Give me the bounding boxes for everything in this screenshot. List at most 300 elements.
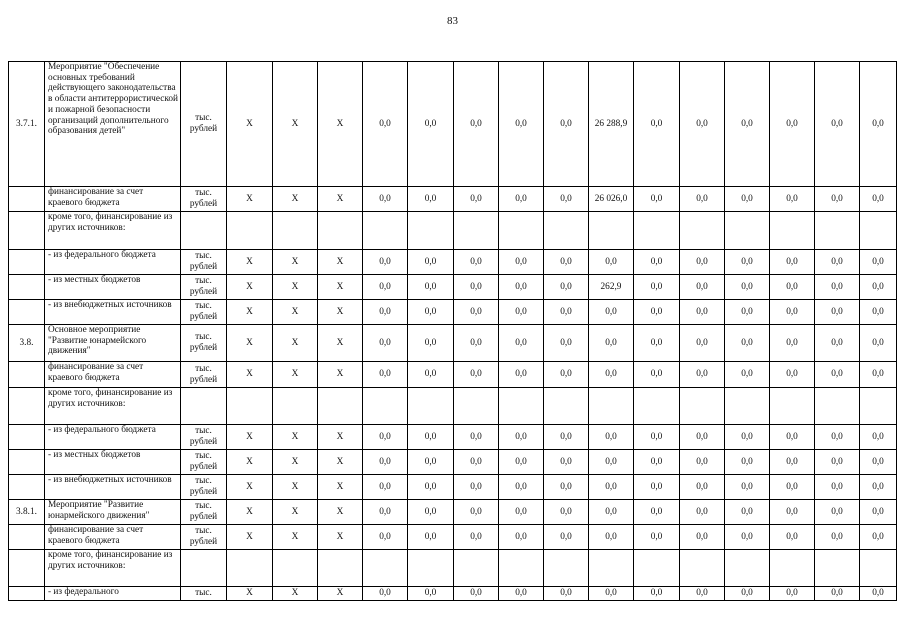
table-cell: 0,0 bbox=[815, 525, 860, 550]
table-cell: 0,0 bbox=[363, 475, 408, 500]
table-cell: 0,0 bbox=[815, 62, 860, 187]
table-cell: 0,0 bbox=[408, 187, 454, 212]
row-description: финансирование за счет краевого бюджета bbox=[45, 362, 181, 388]
table-cell: X bbox=[273, 62, 318, 187]
table-cell: 0,0 bbox=[725, 587, 770, 601]
table-cell: 0,0 bbox=[860, 425, 897, 450]
table-cell: 0,0 bbox=[544, 475, 589, 500]
table-cell: 0,0 bbox=[770, 300, 815, 325]
row-description: - из федерального бюджета bbox=[45, 250, 181, 275]
table-cell bbox=[860, 550, 897, 587]
table-cell bbox=[227, 550, 273, 587]
table-cell: 0,0 bbox=[544, 62, 589, 187]
table-cell bbox=[454, 550, 499, 587]
table-cell: 0,0 bbox=[815, 187, 860, 212]
table-row bbox=[9, 475, 897, 500]
table-cell bbox=[680, 212, 725, 250]
table-cell: 0,0 bbox=[680, 62, 725, 187]
row-unit: тыс. рублей bbox=[181, 475, 227, 500]
table-cell bbox=[363, 388, 408, 425]
table-cell: 0,0 bbox=[725, 500, 770, 525]
table-cell: X bbox=[318, 62, 363, 187]
table-cell bbox=[499, 388, 544, 425]
table-cell: 0,0 bbox=[589, 250, 634, 275]
table-cell: 0,0 bbox=[725, 275, 770, 300]
table-cell: 0,0 bbox=[499, 500, 544, 525]
table-cell: 0,0 bbox=[815, 300, 860, 325]
table-cell: X bbox=[318, 475, 363, 500]
table-cell: 0,0 bbox=[408, 250, 454, 275]
table-cell: 0,0 bbox=[544, 362, 589, 388]
row-code bbox=[9, 450, 45, 475]
table-cell: X bbox=[227, 250, 273, 275]
table-cell: 0,0 bbox=[408, 300, 454, 325]
table-row bbox=[9, 425, 897, 450]
table-cell: X bbox=[318, 425, 363, 450]
table-cell: 0,0 bbox=[589, 525, 634, 550]
table-cell: X bbox=[318, 325, 363, 362]
table-cell: 0,0 bbox=[408, 450, 454, 475]
table-cell: X bbox=[273, 587, 318, 601]
row-code bbox=[9, 362, 45, 388]
table-cell: 0,0 bbox=[589, 500, 634, 525]
table-cell bbox=[860, 212, 897, 250]
table-cell: 0,0 bbox=[454, 62, 499, 187]
table-cell: 0,0 bbox=[408, 275, 454, 300]
table-cell: 0,0 bbox=[860, 525, 897, 550]
table-cell: 0,0 bbox=[860, 300, 897, 325]
table-cell bbox=[815, 212, 860, 250]
table-cell: 0,0 bbox=[725, 187, 770, 212]
table-cell: X bbox=[227, 525, 273, 550]
row-code bbox=[9, 475, 45, 500]
table-cell bbox=[725, 550, 770, 587]
table-cell: 0,0 bbox=[408, 62, 454, 187]
table-cell: 0,0 bbox=[499, 525, 544, 550]
table-cell: 0,0 bbox=[544, 587, 589, 601]
table-cell: 0,0 bbox=[589, 425, 634, 450]
table-cell: X bbox=[273, 362, 318, 388]
table-cell: 0,0 bbox=[725, 62, 770, 187]
table-cell: X bbox=[318, 187, 363, 212]
table-cell: 0,0 bbox=[815, 450, 860, 475]
table-cell: 0,0 bbox=[815, 325, 860, 362]
table-cell: 0,0 bbox=[860, 587, 897, 601]
table-cell: 0,0 bbox=[454, 325, 499, 362]
table-cell bbox=[815, 388, 860, 425]
row-description: кроме того, финансирование из других источников: bbox=[45, 212, 181, 250]
table-cell: X bbox=[273, 325, 318, 362]
table-cell: 0,0 bbox=[725, 425, 770, 450]
table-cell: 0,0 bbox=[454, 187, 499, 212]
table-row bbox=[9, 450, 897, 475]
table-cell: 0,0 bbox=[363, 587, 408, 601]
table-row bbox=[9, 62, 897, 187]
table-cell: X bbox=[227, 275, 273, 300]
table-cell: 0,0 bbox=[680, 587, 725, 601]
table-cell: 0,0 bbox=[363, 525, 408, 550]
table-row bbox=[9, 550, 897, 587]
row-description: - из местных бюджетов bbox=[45, 275, 181, 300]
table-cell: 0,0 bbox=[454, 525, 499, 550]
table-cell: 0,0 bbox=[725, 450, 770, 475]
table-cell: 0,0 bbox=[363, 425, 408, 450]
table-cell: 0,0 bbox=[770, 62, 815, 187]
row-unit: тыс. рублей bbox=[181, 362, 227, 388]
row-code: 3.7.1. bbox=[9, 62, 45, 187]
table-cell: 0,0 bbox=[634, 362, 680, 388]
table-cell bbox=[680, 550, 725, 587]
table-cell: 0,0 bbox=[680, 275, 725, 300]
table-cell: 0,0 bbox=[634, 300, 680, 325]
table-cell: X bbox=[273, 525, 318, 550]
row-code bbox=[9, 300, 45, 325]
page-number: 83 bbox=[447, 15, 458, 27]
row-unit: тыс. рублей bbox=[181, 425, 227, 450]
table-cell: 0,0 bbox=[725, 250, 770, 275]
table-cell: 0,0 bbox=[544, 275, 589, 300]
table-cell: 0,0 bbox=[454, 300, 499, 325]
budget-table bbox=[8, 61, 897, 601]
table-cell: 0,0 bbox=[499, 587, 544, 601]
table-cell bbox=[408, 212, 454, 250]
table-cell: X bbox=[227, 62, 273, 187]
table-cell: 0,0 bbox=[634, 475, 680, 500]
table-cell bbox=[363, 550, 408, 587]
table-cell: 0,0 bbox=[770, 250, 815, 275]
table-cell: 0,0 bbox=[363, 300, 408, 325]
table-cell bbox=[589, 212, 634, 250]
row-description: - из внебюджетных источников bbox=[45, 475, 181, 500]
table-cell: 0,0 bbox=[680, 425, 725, 450]
row-code bbox=[9, 425, 45, 450]
table-cell: 0,0 bbox=[770, 500, 815, 525]
table-cell: X bbox=[227, 450, 273, 475]
table-cell: 0,0 bbox=[680, 325, 725, 362]
table-cell: X bbox=[273, 425, 318, 450]
table-cell: 0,0 bbox=[770, 362, 815, 388]
table-cell bbox=[589, 388, 634, 425]
table-cell: X bbox=[318, 275, 363, 300]
row-description: Основное мероприятие "Развитие юнармейского движения" bbox=[45, 325, 181, 362]
row-unit: тыс. рублей bbox=[181, 275, 227, 300]
table-cell bbox=[227, 212, 273, 250]
table-cell: X bbox=[227, 587, 273, 601]
table-cell: 0,0 bbox=[363, 250, 408, 275]
table-cell: 0,0 bbox=[454, 500, 499, 525]
table-cell: 0,0 bbox=[499, 475, 544, 500]
table-cell: 0,0 bbox=[634, 62, 680, 187]
table-cell: 0,0 bbox=[544, 187, 589, 212]
row-description: кроме того, финансирование из других источников: bbox=[45, 550, 181, 587]
table-cell bbox=[770, 388, 815, 425]
row-unit: тыс. рублей bbox=[181, 250, 227, 275]
table-cell bbox=[770, 212, 815, 250]
table-cell: 0,0 bbox=[454, 362, 499, 388]
table-cell: 0,0 bbox=[408, 425, 454, 450]
table-cell bbox=[227, 388, 273, 425]
table-cell: 0,0 bbox=[363, 275, 408, 300]
table-cell: 0,0 bbox=[634, 450, 680, 475]
table-cell: 0,0 bbox=[408, 500, 454, 525]
table-cell: X bbox=[227, 500, 273, 525]
table-cell: 0,0 bbox=[499, 425, 544, 450]
table-cell: 0,0 bbox=[589, 450, 634, 475]
table-cell: 0,0 bbox=[770, 450, 815, 475]
table-cell: 0,0 bbox=[454, 275, 499, 300]
table-cell: 0,0 bbox=[770, 475, 815, 500]
table-cell bbox=[273, 212, 318, 250]
table-cell bbox=[634, 388, 680, 425]
table-row bbox=[9, 525, 897, 550]
table-cell: 0,0 bbox=[860, 250, 897, 275]
table-cell: X bbox=[227, 362, 273, 388]
table-cell: 26 026,0 bbox=[589, 187, 634, 212]
table-cell: 0,0 bbox=[725, 300, 770, 325]
table-cell bbox=[273, 388, 318, 425]
table-cell: X bbox=[227, 300, 273, 325]
table-cell: 0,0 bbox=[634, 275, 680, 300]
table-cell: 0,0 bbox=[725, 362, 770, 388]
table-cell: 0,0 bbox=[815, 425, 860, 450]
table-cell: 0,0 bbox=[363, 325, 408, 362]
table-cell: 0,0 bbox=[544, 425, 589, 450]
table-cell: 0,0 bbox=[544, 300, 589, 325]
table-cell: X bbox=[318, 500, 363, 525]
row-description: Мероприятие "Развитие юнармейского движения" bbox=[45, 500, 181, 525]
table-cell: 0,0 bbox=[634, 325, 680, 362]
table-cell: 0,0 bbox=[499, 187, 544, 212]
table-cell: 0,0 bbox=[589, 587, 634, 601]
table-cell bbox=[318, 550, 363, 587]
table-cell: 0,0 bbox=[589, 325, 634, 362]
table-cell: 0,0 bbox=[408, 362, 454, 388]
table-cell: X bbox=[273, 500, 318, 525]
row-unit: тыс. рублей bbox=[181, 62, 227, 187]
table-cell: X bbox=[318, 300, 363, 325]
table-row bbox=[9, 500, 897, 525]
table-cell: 0,0 bbox=[725, 325, 770, 362]
row-code: 3.8. bbox=[9, 325, 45, 362]
table-cell: X bbox=[227, 425, 273, 450]
row-code bbox=[9, 212, 45, 250]
table-cell: 0,0 bbox=[544, 250, 589, 275]
table-cell: 0,0 bbox=[634, 187, 680, 212]
table-row bbox=[9, 250, 897, 275]
table-cell: 0,0 bbox=[860, 500, 897, 525]
table-cell: X bbox=[273, 275, 318, 300]
table-cell bbox=[454, 388, 499, 425]
table-cell: 0,0 bbox=[860, 475, 897, 500]
table-cell: 0,0 bbox=[770, 325, 815, 362]
table-cell: 0,0 bbox=[363, 62, 408, 187]
table-cell: 262,9 bbox=[589, 275, 634, 300]
table-cell: 0,0 bbox=[860, 450, 897, 475]
table-cell: X bbox=[318, 587, 363, 601]
table-cell: 0,0 bbox=[860, 275, 897, 300]
row-unit: тыс. рублей bbox=[181, 450, 227, 475]
table-body bbox=[9, 62, 897, 601]
table-cell bbox=[273, 550, 318, 587]
row-unit bbox=[181, 388, 227, 425]
row-code bbox=[9, 550, 45, 587]
row-unit: тыс. рублей bbox=[181, 325, 227, 362]
table-cell: 26 288,9 bbox=[589, 62, 634, 187]
table-cell bbox=[318, 212, 363, 250]
table-cell: 0,0 bbox=[770, 275, 815, 300]
table-cell: 0,0 bbox=[408, 475, 454, 500]
table-cell: 0,0 bbox=[725, 475, 770, 500]
row-code: 3.8.1. bbox=[9, 500, 45, 525]
row-unit: тыс. рублей bbox=[181, 525, 227, 550]
table-cell: 0,0 bbox=[499, 250, 544, 275]
table-cell: 0,0 bbox=[499, 275, 544, 300]
table-cell bbox=[318, 388, 363, 425]
table-cell: 0,0 bbox=[408, 525, 454, 550]
table-cell bbox=[544, 388, 589, 425]
table-cell bbox=[589, 550, 634, 587]
table-cell bbox=[680, 388, 725, 425]
table-cell bbox=[499, 212, 544, 250]
table-cell: 0,0 bbox=[544, 450, 589, 475]
row-description: - из внебюджетных источников bbox=[45, 300, 181, 325]
row-description: финансирование за счет краевого бюджета bbox=[45, 187, 181, 212]
table-cell: X bbox=[318, 450, 363, 475]
table-cell: 0,0 bbox=[815, 587, 860, 601]
row-description: кроме того, финансирование из других источников: bbox=[45, 388, 181, 425]
table-cell: 0,0 bbox=[363, 500, 408, 525]
table-cell: 0,0 bbox=[544, 325, 589, 362]
table-cell: X bbox=[227, 475, 273, 500]
table-cell: 0,0 bbox=[815, 250, 860, 275]
table-cell: 0,0 bbox=[589, 362, 634, 388]
table-cell: 0,0 bbox=[454, 450, 499, 475]
table-cell: X bbox=[318, 525, 363, 550]
row-description: финансирование за счет краевого бюджета bbox=[45, 525, 181, 550]
table-cell: 0,0 bbox=[815, 500, 860, 525]
row-description: - из федерального бюджета bbox=[45, 425, 181, 450]
table-cell: X bbox=[273, 450, 318, 475]
table-cell: 0,0 bbox=[363, 187, 408, 212]
table-cell: X bbox=[273, 300, 318, 325]
table-cell bbox=[544, 212, 589, 250]
table-cell: X bbox=[273, 250, 318, 275]
row-unit: тыс. рублей bbox=[181, 300, 227, 325]
row-unit: тыс. bbox=[181, 587, 227, 601]
row-unit bbox=[181, 550, 227, 587]
table-cell: 0,0 bbox=[634, 425, 680, 450]
table-cell bbox=[815, 550, 860, 587]
table-row bbox=[9, 362, 897, 388]
table-cell: 0,0 bbox=[770, 425, 815, 450]
table-cell: X bbox=[227, 325, 273, 362]
table-cell: X bbox=[273, 475, 318, 500]
table-cell bbox=[860, 388, 897, 425]
table-cell: 0,0 bbox=[815, 362, 860, 388]
row-code bbox=[9, 525, 45, 550]
table-cell bbox=[454, 212, 499, 250]
table-row bbox=[9, 187, 897, 212]
table-cell bbox=[725, 388, 770, 425]
table-cell: 0,0 bbox=[860, 362, 897, 388]
table-cell: 0,0 bbox=[680, 450, 725, 475]
table-cell: 0,0 bbox=[454, 425, 499, 450]
table-cell: 0,0 bbox=[589, 475, 634, 500]
table-cell: 0,0 bbox=[634, 587, 680, 601]
table-cell: X bbox=[227, 187, 273, 212]
table-cell: 0,0 bbox=[454, 475, 499, 500]
row-code bbox=[9, 275, 45, 300]
table-cell: 0,0 bbox=[499, 62, 544, 187]
table-cell: 0,0 bbox=[815, 275, 860, 300]
table-row bbox=[9, 300, 897, 325]
table-cell: 0,0 bbox=[454, 250, 499, 275]
row-description: - из местных бюджетов bbox=[45, 450, 181, 475]
row-unit bbox=[181, 212, 227, 250]
table-cell: 0,0 bbox=[860, 187, 897, 212]
table-cell: 0,0 bbox=[363, 362, 408, 388]
table-cell: X bbox=[318, 250, 363, 275]
table-cell: 0,0 bbox=[499, 450, 544, 475]
table-row bbox=[9, 325, 897, 362]
table-cell: 0,0 bbox=[815, 475, 860, 500]
table-cell: 0,0 bbox=[499, 300, 544, 325]
table-cell bbox=[770, 550, 815, 587]
table-cell: 0,0 bbox=[363, 450, 408, 475]
table-cell bbox=[363, 212, 408, 250]
table-cell: 0,0 bbox=[770, 525, 815, 550]
table-cell: 0,0 bbox=[680, 187, 725, 212]
table-cell bbox=[408, 388, 454, 425]
table-cell: 0,0 bbox=[680, 475, 725, 500]
table-row bbox=[9, 388, 897, 425]
row-code bbox=[9, 587, 45, 601]
table-cell: 0,0 bbox=[634, 500, 680, 525]
table-cell: 0,0 bbox=[589, 300, 634, 325]
table-cell: 0,0 bbox=[544, 500, 589, 525]
table-cell: 0,0 bbox=[499, 362, 544, 388]
table-cell: 0,0 bbox=[725, 525, 770, 550]
table-cell: 0,0 bbox=[680, 525, 725, 550]
table-cell bbox=[634, 212, 680, 250]
table-cell: 0,0 bbox=[454, 587, 499, 601]
table-cell bbox=[499, 550, 544, 587]
table-cell: 0,0 bbox=[860, 325, 897, 362]
table-cell: 0,0 bbox=[680, 500, 725, 525]
row-description: - из федерального bbox=[45, 587, 181, 601]
table-row bbox=[9, 212, 897, 250]
row-code bbox=[9, 250, 45, 275]
table-cell bbox=[408, 550, 454, 587]
table-cell: 0,0 bbox=[634, 525, 680, 550]
table-cell: 0,0 bbox=[634, 250, 680, 275]
table-cell: 0,0 bbox=[499, 325, 544, 362]
table-cell: X bbox=[273, 187, 318, 212]
table-cell bbox=[634, 550, 680, 587]
table-cell: 0,0 bbox=[860, 62, 897, 187]
row-unit: тыс. рублей bbox=[181, 500, 227, 525]
row-description: Мероприятие "Обеспечение основных требований действующего законодательства в области антитеррористической и пожарной безопасности организаций дополнительного образования детей" bbox=[45, 62, 181, 187]
table-cell: X bbox=[318, 362, 363, 388]
table-row bbox=[9, 587, 897, 601]
table-row bbox=[9, 275, 897, 300]
table-cell bbox=[725, 212, 770, 250]
row-unit: тыс. рублей bbox=[181, 187, 227, 212]
table-cell: 0,0 bbox=[680, 300, 725, 325]
table-cell bbox=[544, 550, 589, 587]
row-code bbox=[9, 388, 45, 425]
table-cell: 0,0 bbox=[408, 325, 454, 362]
